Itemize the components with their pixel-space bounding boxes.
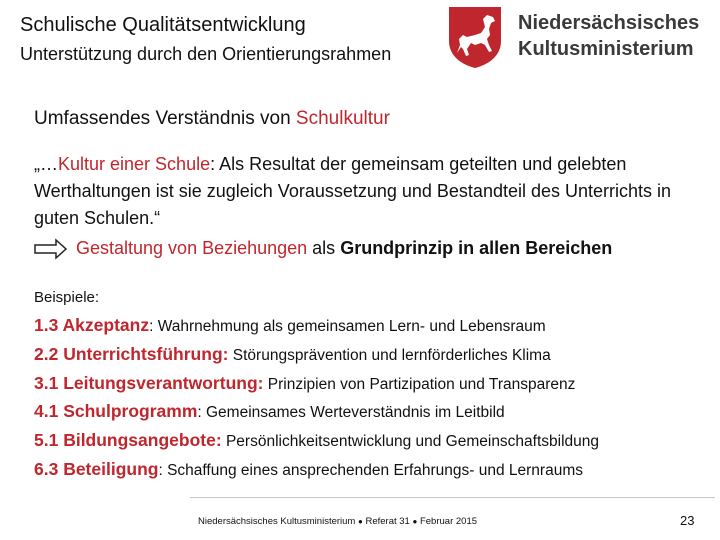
quote-body: : Als Resultat der gemeinsam geteilten und gelebten Werthaltungen ist sie zugleich Voraussetzung und Bestandteil des Unterrichts in guten Schulen.“ bbox=[34, 154, 672, 228]
examples-list bbox=[34, 312, 599, 485]
example-text: : Wahrnehmung als gemeinsamen Lern- und Lebensraum bbox=[149, 318, 546, 335]
ministry-logo-text bbox=[518, 10, 699, 62]
section-heading bbox=[34, 108, 390, 130]
example-text: : Schaffung eines ansprechenden Erfahrungs- und Lernraums bbox=[158, 461, 583, 479]
examples-label: Beispiele: bbox=[34, 289, 100, 306]
example-text: : Gemeinsames Werteverständnis im Leitbild bbox=[197, 404, 505, 422]
header-title: Schulische Qualitätsentwicklung bbox=[20, 14, 306, 36]
example-item bbox=[34, 312, 599, 341]
principle-bold: Grundprinzip in allen Bereichen bbox=[340, 238, 613, 258]
example-text: Persönlichkeitsentwicklung und Gemeinschaftsbildung bbox=[221, 433, 600, 451]
example-item bbox=[34, 370, 599, 399]
example-head: 5.1 Bildungsangebote: bbox=[34, 430, 222, 451]
quote-text bbox=[34, 151, 694, 232]
footer-divider bbox=[190, 497, 715, 498]
footer-separator: ● bbox=[412, 517, 418, 526]
footer-org: Niedersächsisches Kultusministerium bbox=[198, 516, 356, 527]
principle-middle: als bbox=[307, 238, 341, 258]
example-item bbox=[34, 398, 599, 427]
page-number: 23 bbox=[680, 513, 695, 528]
footer-separator: ● bbox=[357, 517, 363, 526]
example-item bbox=[34, 341, 599, 370]
header-subtitle: Unterstützung durch den Orientierungsrahmen bbox=[20, 44, 392, 64]
right-arrow-icon bbox=[34, 238, 68, 260]
example-head: 6.3 Beteiligung bbox=[34, 458, 159, 479]
section-heading-prefix: Umfassendes Verständnis von bbox=[34, 108, 296, 129]
quote-open: „… bbox=[34, 154, 58, 174]
principle-highlight: Gestaltung von Beziehungen bbox=[76, 238, 308, 258]
example-head: 2.2 Unterrichtsführung: bbox=[34, 343, 229, 364]
example-text: Prinzipien von Partizipation und Transparenz bbox=[263, 375, 576, 393]
section-heading-highlight: Schulkultur bbox=[295, 108, 390, 129]
quote-highlight: Kultur einer Schule bbox=[58, 154, 211, 174]
logo-line-2: Kultusministerium bbox=[518, 38, 694, 60]
footer-ref: Referat 31 bbox=[365, 516, 410, 527]
lower-saxony-horse-emblem bbox=[445, 5, 505, 69]
footer-text bbox=[198, 516, 477, 527]
example-head: 3.1 Leitungsverantwortung: bbox=[34, 372, 264, 393]
example-item bbox=[34, 456, 599, 485]
principle-line bbox=[34, 238, 612, 260]
footer-date: Februar 2015 bbox=[419, 516, 478, 527]
example-text: Störungsprävention und lernförderliches Klima bbox=[228, 346, 551, 364]
example-head: 1.3 Akzeptanz bbox=[34, 315, 150, 335]
logo-line-1: Niedersächsisches bbox=[518, 12, 700, 34]
example-head: 4.1 Schulprogramm bbox=[34, 401, 198, 422]
example-item bbox=[34, 427, 599, 456]
